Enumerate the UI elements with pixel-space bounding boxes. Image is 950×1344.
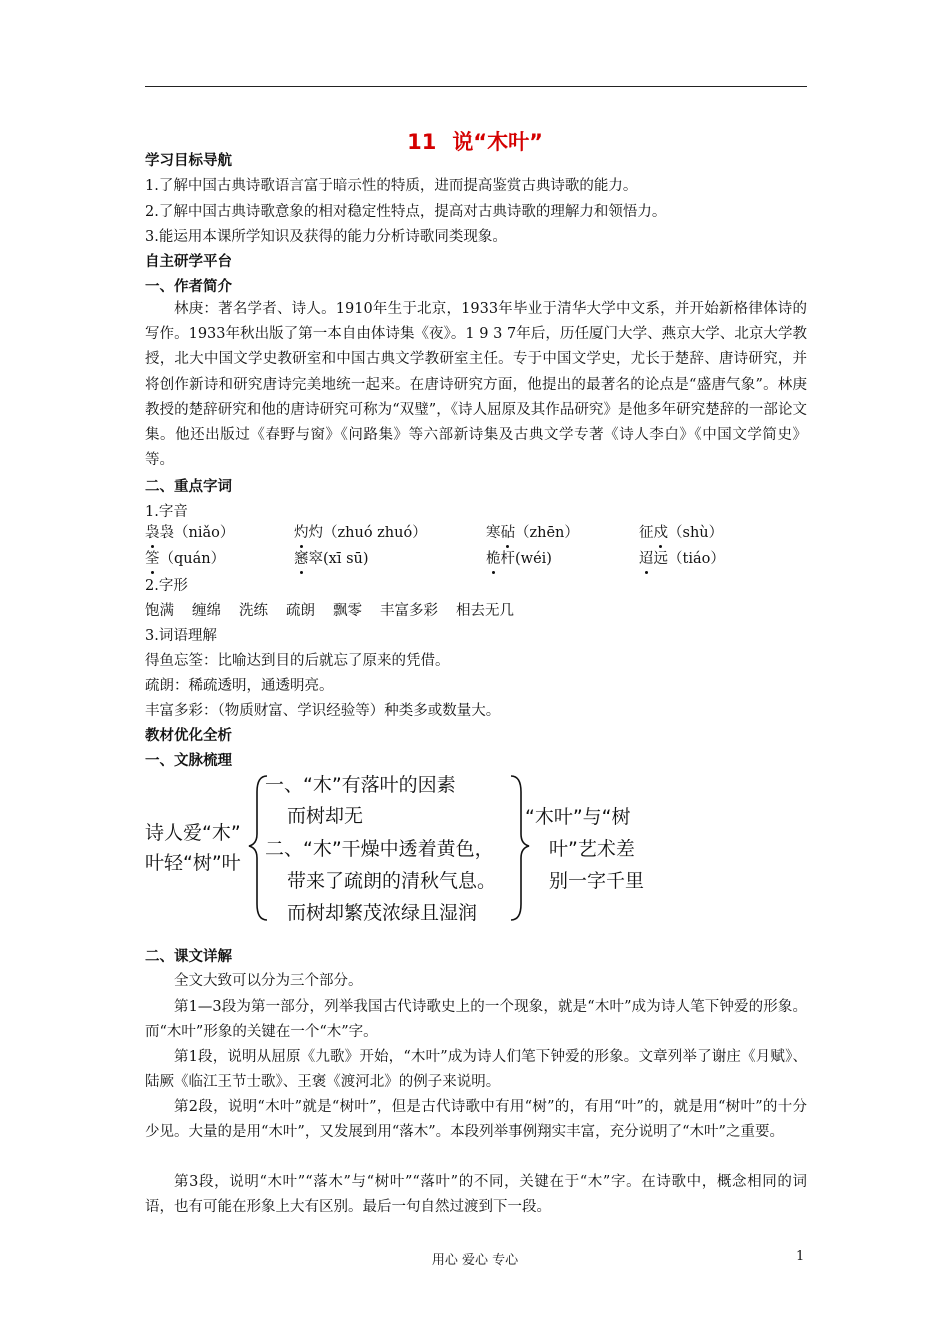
header-rule bbox=[145, 86, 807, 87]
diagram-left-text: 诗人爱“木” bbox=[145, 822, 241, 844]
pron-entry bbox=[145, 549, 225, 569]
diagram-middle-text: 带来了疏朗的清秋气息。 bbox=[287, 870, 497, 892]
detail-paragraph: 全文大致可以分为三个部分。 bbox=[174, 973, 363, 989]
diagram-right-text: 叶”艺术差 bbox=[549, 838, 635, 860]
dotted-char: 袅 bbox=[145, 525, 160, 541]
pron-prefix: 征 bbox=[639, 525, 654, 541]
vocab-heading: 二、重点字词 bbox=[145, 479, 232, 495]
lesson-title-text: 说“木叶” bbox=[452, 130, 543, 154]
form-word: 飘零 bbox=[333, 603, 362, 619]
author-intro: 林庚：著名学者、诗人。1910年生于北京，1933年毕业于清华大学中文系，并开始新格律体诗的写作。1933年秋出版了第一本自由体诗集《夜》。1 9 3 7年后，历任厦门大学、燕京大学、北京大学教授，北大中国文学史教研室和中国古典文学教研室主任。专于中国文学史，尤长于楚辞、唐诗研究，并将创作新诗和研究唐诗完美地统一起来。在唐诗研究方面，他提出的最著名的论点是“盛唐气象”。林庚教授的楚辞研究和他的唐诗研究可称为“双璧”，《诗人屈原及其作品研究》是他多年研究楚辞的一部论文集。他还出版过《春野与窗》《问路集》等六部新诗集及古典文学专著《诗人李白》《中国文学简史》等。 bbox=[145, 301, 807, 469]
page-number: 1 bbox=[796, 1249, 805, 1264]
dotted-char: 砧 bbox=[500, 525, 515, 541]
lesson-title bbox=[0, 126, 950, 156]
dotted-char: 迢 bbox=[639, 551, 654, 567]
diagram-middle-text: 二、“木”干燥中透着黄色， bbox=[265, 838, 494, 860]
goal-item: 2.了解中国古典诗歌意象的相对稳定性特点，提高对古典诗歌的理解力和领悟力。 bbox=[145, 204, 667, 220]
detail-paragraph: 第1—3段为第一部分，列举我国古代诗歌史上的一个现象，就是“木叶”成为诗人笔下钟爱的形象。而“木叶”形象的关键在一个“木”字。 bbox=[145, 999, 807, 1041]
pron-reading: 袅（niǎo） bbox=[159, 525, 235, 541]
form-word: 丰富多彩 bbox=[380, 603, 438, 619]
pron-reading: （zhēn） bbox=[515, 525, 579, 541]
dotted-char: 筌 bbox=[145, 551, 160, 567]
meaning-item: 疏朗：稀疏透明，通透明亮。 bbox=[145, 678, 334, 694]
diagram-middle-text: 而树却无 bbox=[287, 805, 364, 827]
pron-entry bbox=[486, 523, 579, 543]
form-word: 饱满 bbox=[145, 603, 174, 619]
pron-reading: （quán） bbox=[159, 551, 226, 567]
dotted-char: 戍 bbox=[653, 525, 668, 541]
lesson-number: 11 bbox=[407, 130, 437, 154]
pron-entry bbox=[486, 549, 552, 569]
pron-reading: 杆(wéi) bbox=[500, 551, 552, 567]
author-heading: 一、作者简介 bbox=[145, 279, 232, 295]
detail-paragraph: 第1段，说明从屈原《九歌》开始，“木叶”成为诗人们笔下钟爱的形象。文章列举了谢庄《月赋》、陆厥《临江王节士歌》、王褒《渡河北》的例子来说明。 bbox=[145, 1049, 807, 1091]
footer-motto: 用心 爱心 专心 bbox=[431, 1253, 519, 1268]
meaning-item: 得鱼忘筌：比喻达到目的后就忘了原来的凭借。 bbox=[145, 653, 450, 669]
detail-paragraph: 第2段，说明“木叶”就是“树叶”，但是古代诗歌中有用“树”的，有用“叶”的，就是用“树叶”的十分少见。大量的是用“木叶”，又发展到用“落木”。本段列举事例翔实丰富，充分说明了“木叶”之重要。 bbox=[145, 1099, 807, 1141]
pron-entry bbox=[145, 523, 234, 543]
pron-reading: 灼（zhuó zhuó） bbox=[308, 525, 427, 541]
pron-reading: 窣(xī sū) bbox=[308, 551, 369, 567]
goal-item: 1.了解中国古典诗歌语言富于暗示性的特质，进而提高鉴赏古典诗歌的能力。 bbox=[145, 178, 638, 194]
form-word: 缠绵 bbox=[192, 603, 221, 619]
structure-heading: 一、文脉梳理 bbox=[145, 753, 232, 769]
diagram-middle-text: 一、“木”有落叶的因素 bbox=[265, 774, 456, 796]
dotted-char: 窸 bbox=[294, 551, 309, 567]
meaning-item: 丰富多彩：（物质财富、学识经验等）种类多或数量大。 bbox=[145, 703, 501, 719]
pron-reading: 远（tiáo） bbox=[653, 551, 725, 567]
pron-reading: （shù） bbox=[668, 525, 724, 541]
diagram-right-text: “木叶”与“树 bbox=[525, 806, 631, 828]
analysis-heading: 教材优化全析 bbox=[145, 728, 232, 744]
pronunciation-heading: 1.字音 bbox=[145, 504, 188, 520]
right-brace bbox=[511, 776, 529, 920]
pron-entry bbox=[294, 523, 427, 543]
pron-prefix: 寒 bbox=[486, 525, 501, 541]
diagram-right-text: 别一字千里 bbox=[549, 870, 645, 892]
goal-item: 3.能运用本课所学知识及获得的能力分析诗歌同类现象。 bbox=[145, 229, 507, 245]
form-heading: 2.字形 bbox=[145, 578, 188, 594]
goals-heading: 学习目标导航 bbox=[145, 153, 232, 169]
diagram-middle-text: 而树却繁茂浓绿且湿润 bbox=[287, 902, 478, 924]
detail-heading: 二、课文详解 bbox=[145, 949, 232, 965]
detail-paragraph: 第3段，说明“木叶”“落木”与“树叶”“落叶”的不同，关键在于“木”字。在诗歌中，概念相同的词语，也有可能在形象上大有区别。最后一句自然过渡到下一段。 bbox=[145, 1174, 807, 1216]
dotted-char: 桅 bbox=[486, 551, 501, 567]
pron-entry bbox=[294, 549, 369, 569]
form-words bbox=[145, 601, 532, 621]
pron-entry bbox=[639, 549, 725, 569]
structure-diagram bbox=[145, 772, 665, 927]
form-word: 疏朗 bbox=[286, 603, 315, 619]
self-study-heading: 自主研学平台 bbox=[145, 254, 232, 270]
form-word: 洗练 bbox=[239, 603, 268, 619]
dotted-char: 灼 bbox=[294, 525, 309, 541]
pron-entry bbox=[639, 523, 723, 543]
form-word: 相去无几 bbox=[456, 603, 514, 619]
meaning-heading: 3.词语理解 bbox=[145, 628, 217, 644]
diagram-left-text: 叶轻“树”叶 bbox=[145, 852, 241, 874]
